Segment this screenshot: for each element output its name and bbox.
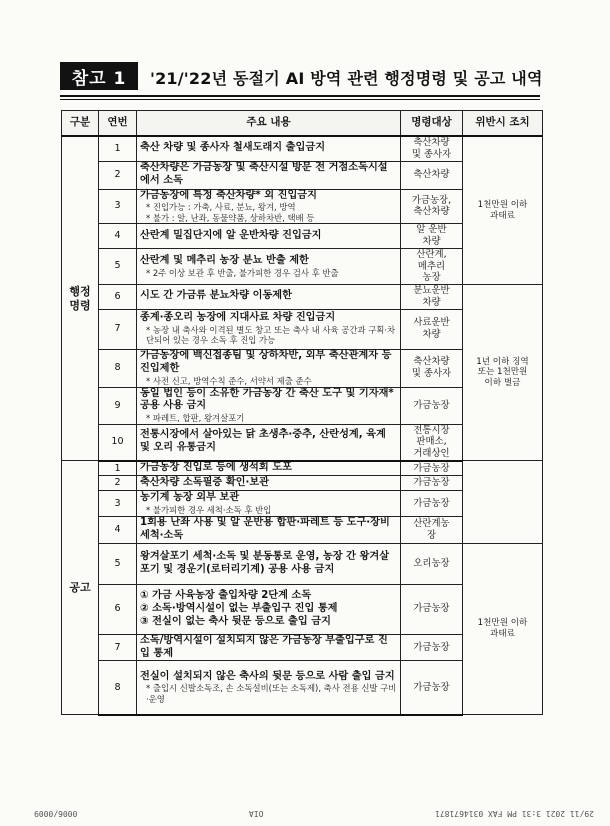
penalty-cell: 1천만원 이하 과태료 bbox=[463, 136, 543, 285]
content-cell bbox=[137, 387, 401, 424]
row-number: 5 bbox=[99, 248, 137, 284]
target-cell: 가금농장 bbox=[401, 661, 463, 715]
row-number: 6 bbox=[99, 584, 137, 634]
content-note: * 불가피한 경우 세척·소독 후 반입 bbox=[146, 504, 272, 515]
col-header-penalty: 위반시 조치 bbox=[463, 111, 543, 137]
row-number: 4 bbox=[99, 224, 137, 249]
target-cell: 분뇨운반 차량 bbox=[401, 285, 463, 310]
page-title: '21/'22년 동절기 AI 방역 관련 행정명령 및 공고 내역 bbox=[150, 69, 543, 88]
row-number: 4 bbox=[99, 517, 137, 544]
content-main: 축산차량은 가금농장 및 축산시설 방문 전 거점소독시설에서 소독 bbox=[140, 162, 388, 186]
table-row bbox=[62, 461, 543, 476]
table-row bbox=[62, 543, 543, 584]
penalty-cell: 1년 이하 징역 또는 1천만원 이하 벌금 bbox=[463, 285, 543, 461]
row-number: 6 bbox=[99, 285, 137, 310]
title-underline-thin bbox=[60, 99, 540, 100]
row-number: 8 bbox=[99, 661, 137, 715]
target-cell: 가금농장 bbox=[401, 476, 463, 491]
row-number: 2 bbox=[99, 476, 137, 491]
content-note: * 2주 이상 보관 후 반출, 불가피한 경우 검사 후 반출 bbox=[146, 267, 339, 278]
target-cell: 가금농장 bbox=[401, 634, 463, 661]
target-cell: 오리농장 bbox=[401, 543, 463, 584]
content-cell bbox=[137, 517, 401, 544]
target-cell: 산란계농 장 bbox=[401, 517, 463, 544]
penalty-cell: 1천만원 이하 과태료 bbox=[463, 543, 543, 715]
content-main: 동일 법인 등이 소유한 가금농장 간 축산 도구 및 기자재* 공용 사용 금지 bbox=[140, 387, 394, 412]
content-note: * 농장 내 축사와 이격된 별도 창고 또는 축사 내 사육 공간과 구획·차단되어 있는 경우 소독 후 진입 가능 bbox=[146, 324, 396, 346]
content-main: 전실이 설치되지 않은 축사의 뒷문 등으로 사람 출입 금지 bbox=[140, 670, 395, 682]
row-number: 3 bbox=[99, 491, 137, 517]
content-main: 산란계 및 메추리 농장 분뇨 반출 제한 bbox=[140, 254, 309, 266]
content-main: 축산차량 소독필증 확인·보관 bbox=[140, 476, 270, 488]
content-main: 소독/방역시설이 설치되지 않은 가금농장 부출입구로 진입 통제 bbox=[140, 634, 388, 659]
content-main: ① 가금 사육농장 출입차량 2단계 소독 ② 소독·방역시설이 없는 부출입구 진입 통제 ③ 전실이 없는 축사 뒷문 등으로 출입 금지 bbox=[140, 590, 338, 627]
content-main: 산란계 밀집단지에 알 운반차량 진입금지 bbox=[140, 229, 322, 241]
col-header-target: 명령대상 bbox=[401, 111, 463, 137]
content-cell bbox=[137, 309, 401, 349]
row-number: 3 bbox=[99, 189, 137, 224]
col-header-category: 구분 bbox=[62, 111, 99, 137]
target-cell: 가금농장 bbox=[401, 461, 463, 476]
content-cell bbox=[137, 661, 401, 715]
content-note: * 진입가능 : 가축, 사료, 분뇨, 왕겨, 방역 bbox=[146, 202, 296, 213]
row-number: 10 bbox=[99, 424, 137, 461]
content-note: * 출입시 신발소독조, 손 소독설비(또는 소독제), 축사 전용 신발 구비·운영 bbox=[146, 683, 397, 704]
content-cell bbox=[137, 136, 401, 161]
content-cell bbox=[137, 349, 401, 387]
content-main: 농기계 농장 외부 보관 bbox=[140, 492, 240, 504]
table-header-row bbox=[62, 111, 543, 137]
content-main: 왕겨살포기 세척·소독 및 분동통로 운영, 농장 간 왕겨살포기 및 경운기(로터리기계) 공용 사용 금지 bbox=[140, 551, 390, 575]
penalty-cell bbox=[463, 461, 543, 544]
row-number: 1 bbox=[99, 136, 137, 161]
row-number: 8 bbox=[99, 349, 137, 387]
content-note: * 파레트, 합판, 왕겨살포기 bbox=[146, 413, 245, 423]
row-number: 9 bbox=[99, 387, 137, 424]
target-cell: 알 운반 차량 bbox=[401, 224, 463, 249]
content-note: * 불가 : 알, 난좌, 동물약품, 상하차반, 택배 등 bbox=[146, 212, 315, 223]
content-main: 가금농장에 특정 축산차량* 외 진입금지 bbox=[140, 189, 317, 201]
target-cell: 가금농장 bbox=[401, 491, 463, 517]
target-cell: 사료운반 차량 bbox=[401, 309, 463, 349]
table-row bbox=[62, 136, 543, 161]
content-note: * 사전 신고, 방역수칙 준수, 서약서 제출 준수 bbox=[146, 375, 312, 386]
fax-footer bbox=[34, 804, 594, 818]
target-cell: 가금농장, 축산차량 bbox=[401, 189, 463, 224]
table-row bbox=[62, 285, 543, 310]
category-cell: 공고 bbox=[62, 461, 99, 715]
content-main: 가금농장에 백신접종팀 및 상하차반, 외부 축산관계자 등 진입제한 bbox=[140, 350, 392, 374]
orders-table bbox=[61, 110, 543, 716]
title-underline bbox=[60, 95, 540, 97]
content-cell bbox=[137, 161, 401, 189]
content-cell bbox=[137, 634, 401, 661]
content-main: 1회용 난좌 사용 및 알 운반용 합판·파레트 등 도구·장비 세척·소독 bbox=[140, 517, 390, 541]
fax-footer-mid: OIA bbox=[248, 809, 264, 818]
content-cell bbox=[137, 285, 401, 310]
content-cell bbox=[137, 461, 401, 476]
target-cell: 축산차량 및 종사자 bbox=[401, 349, 463, 387]
col-header-number: 연번 bbox=[99, 111, 137, 137]
content-main: 전통시장에서 살아있는 닭 초생추·중추, 산란성계, 육계 및 오리 유통금지 bbox=[140, 429, 386, 454]
row-number: 2 bbox=[99, 161, 137, 189]
header-badge: 참고 1 bbox=[60, 62, 138, 90]
target-cell: 축산차량 bbox=[401, 161, 463, 189]
target-cell: 가금농장 bbox=[401, 584, 463, 634]
col-header-content: 주요 내용 bbox=[137, 111, 401, 137]
table-body bbox=[62, 136, 543, 715]
content-main: 종계·종오리 농장에 지대사료 차량 진입금지 bbox=[140, 312, 336, 324]
content-cell bbox=[137, 543, 401, 584]
target-cell: 산란계, 메추리 농장 bbox=[401, 248, 463, 284]
fax-footer-left: 29/11 2021 3:31 PM FAX 0314671871 bbox=[435, 809, 594, 818]
target-cell: 전통시장 판매소, 거래상인 bbox=[401, 424, 463, 461]
content-cell bbox=[137, 491, 401, 517]
content-main: 가금농장 진입로 등에 생석회 도포 bbox=[140, 462, 292, 474]
content-cell bbox=[137, 189, 401, 224]
row-number: 1 bbox=[99, 461, 137, 476]
row-number: 7 bbox=[99, 634, 137, 661]
content-cell bbox=[137, 476, 401, 491]
content-cell bbox=[137, 224, 401, 249]
content-cell bbox=[137, 424, 401, 461]
content-main: 축산 차량 및 종사자 철새도래지 출입금지 bbox=[140, 142, 326, 154]
content-cell bbox=[137, 584, 401, 634]
row-number: 5 bbox=[99, 543, 137, 584]
row-number: 7 bbox=[99, 309, 137, 349]
content-cell bbox=[137, 248, 401, 284]
target-cell: 가금농장 bbox=[401, 387, 463, 424]
target-cell: 축산차량 및 종사자 bbox=[401, 136, 463, 161]
content-main: 시도 간 가금류 분뇨차량 이동제한 bbox=[140, 290, 292, 302]
fax-footer-right: 0006/0009 bbox=[34, 809, 78, 818]
category-cell: 행정 명령 bbox=[62, 136, 99, 461]
